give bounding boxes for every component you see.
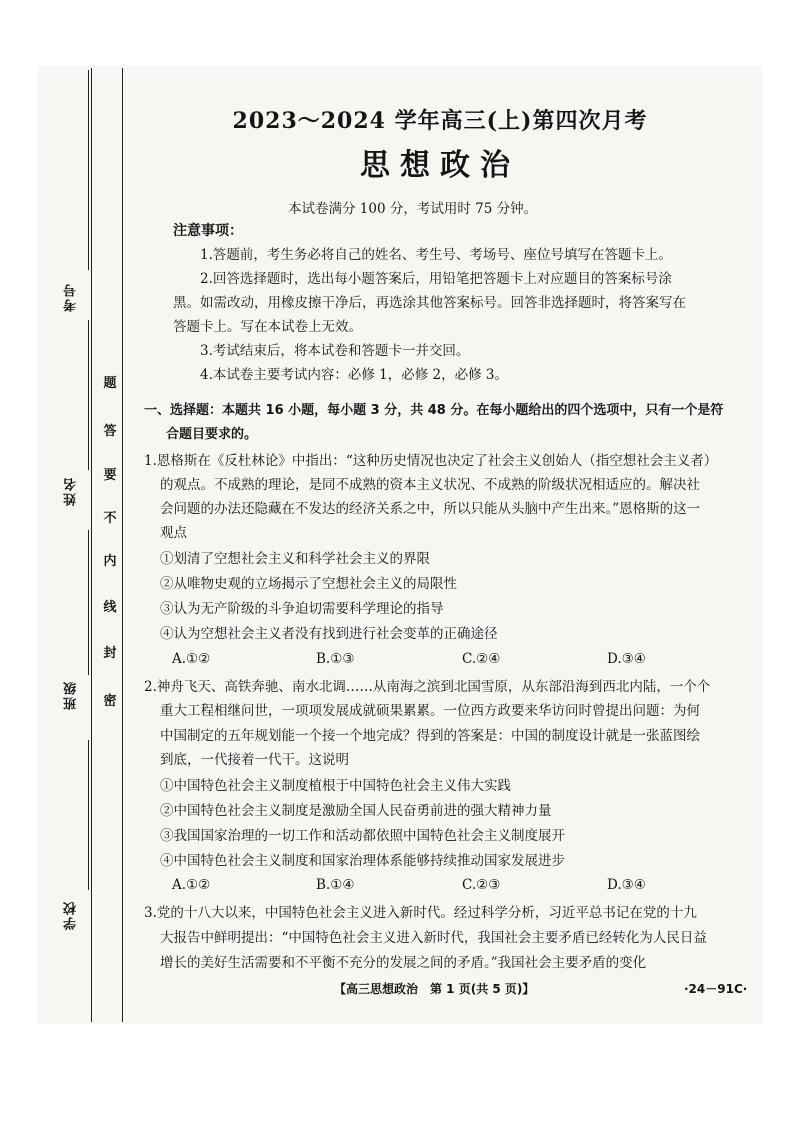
notice-heading: 注意事项： bbox=[173, 223, 243, 239]
question-1-option-d: D.③④ bbox=[607, 651, 646, 667]
question-2-statement: ①中国特色社会主义制度植根于中国特色社会主义伟大实践 bbox=[160, 778, 511, 794]
question-2-option-d: D.③④ bbox=[607, 877, 646, 893]
seal-char: 内 bbox=[103, 554, 117, 569]
seal-char: 题 bbox=[103, 376, 117, 391]
question-1-statement: ①划清了空想社会主义和科学社会主义的界限 bbox=[160, 551, 430, 567]
class-line bbox=[88, 530, 89, 675]
question-1-statement: ③认为无产阶级的斗争迫切需要科学理论的指导 bbox=[160, 601, 444, 617]
question-2-stem: 2.神舟飞天、高铁奔驰、南水北调……从南海之滨到北国雪原，从东部沿海到西北内陆，一个个 bbox=[144, 679, 711, 695]
question-1-stem: 1.恩格斯在《反杜林论》中指出：“这种历史情况也决定了社会主义创始人（指空想社会主义者） bbox=[144, 453, 718, 469]
question-2-statement: ③我国国家治理的一切工作和活动都依照中国特色社会主义制度展开 bbox=[160, 828, 565, 844]
question-2-statement: ②中国特色社会主义制度是激励全国人民奋勇前进的强大精神力量 bbox=[160, 803, 552, 819]
question-2-stem: 重大工程相继问世，一项项发展成就硕果累累。一位西方政要来华访问时曾提出问题：为何 bbox=[160, 703, 700, 719]
section-heading: 合题目要求的。 bbox=[166, 427, 258, 442]
seal-char: 密 bbox=[103, 694, 117, 709]
question-2-statement: ④中国特色社会主义制度和国家治理体系能够持续推动国家发展进步 bbox=[160, 853, 565, 869]
exam-number-label: 考号 bbox=[64, 282, 79, 312]
question-1-option-b: B.①③ bbox=[316, 651, 355, 667]
question-3-stem: 增长的美好生活需要和不平衡不充分的发展之间的矛盾。”我国社会主要矛盾的变化 bbox=[160, 955, 647, 971]
seal-char: 答 bbox=[103, 424, 117, 439]
question-2-stem: 中国制定的五年规划能一个接一个地完成？得到的答案是：中国的制度设计就是一张蓝图绘 bbox=[160, 728, 700, 744]
class-label: 班级 bbox=[64, 680, 79, 710]
question-1-stem: 会问题的办法还隐藏在不发达的经济关系之中，所以只能从头脑中产生出来。”恩格斯的这一 bbox=[160, 501, 701, 517]
notice-line: 3.考试结束后，将本试卷和答题卡一并交回。 bbox=[200, 343, 470, 359]
seal-char: 不 bbox=[103, 511, 117, 526]
binding-line-right bbox=[122, 68, 123, 1022]
question-1-stem: 观点 bbox=[160, 525, 187, 541]
notice-line: 2.回答选择题时，选出每小题答案后，用铅笔把答题卡上对应题目的答案标号涂 bbox=[200, 271, 672, 287]
section-heading: 一、选择题：本题共 16 小题，每小题 3 分，共 48 分。在每小题给出的四个选项中，只有一个是符 bbox=[144, 403, 724, 418]
question-3-stem: 3.党的十八大以来，中国特色社会主义进入新时代。经过科学分析，习近平总书记在党的十九 bbox=[144, 905, 697, 921]
exam-title: 2023～2024 学年高三(上)第四次月考 bbox=[232, 108, 648, 134]
notice-line: 答题卡上。写在本试卷上无效。 bbox=[173, 319, 362, 335]
seal-char: 封 bbox=[103, 646, 117, 661]
question-1-option-c: C.②④ bbox=[462, 651, 501, 667]
binding-line-left bbox=[91, 68, 92, 1022]
question-2-option-b: B.①④ bbox=[316, 877, 355, 893]
seal-char: 线 bbox=[103, 600, 117, 615]
question-2-option-a: A.①② bbox=[172, 877, 211, 893]
name-line bbox=[88, 320, 89, 470]
school-line bbox=[88, 740, 89, 890]
question-1-option-a: A.①② bbox=[172, 651, 211, 667]
question-2-option-c: C.②③ bbox=[462, 877, 501, 893]
notice-line: 4.本试卷主要考试内容：必修 1，必修 2，必修 3。 bbox=[200, 367, 509, 383]
question-1-statement: ②从唯物史观的立场揭示了空想社会主义的局限性 bbox=[160, 576, 457, 592]
question-1-stem: 的观点。不成熟的理论，是同不成熟的资本主义状况、不成熟的阶级状况相适应的。解决社 bbox=[160, 477, 700, 493]
notice-line: 黑。如需改动，用橡皮擦干净后，再选涂其他答案标号。回答非选择题时，将答案写在 bbox=[173, 295, 686, 311]
exam-number-line bbox=[88, 70, 89, 270]
name-label: 姓名 bbox=[64, 476, 79, 506]
subject-title: 思想政治 bbox=[360, 148, 520, 183]
score-info: 本试卷满分 100 分，考试用时 75 分钟。 bbox=[288, 201, 538, 217]
question-3-stem: 大报告中鲜明提出：“中国特色社会主义进入新时代，我国社会主要矛盾已经转化为人民日益 bbox=[160, 930, 707, 946]
seal-char: 要 bbox=[103, 468, 117, 483]
page-code: ·24－91C· bbox=[684, 982, 748, 996]
school-label: 学校 bbox=[64, 900, 79, 930]
page-footer: 【高三思想政治 第 1 页(共 5 页)】 bbox=[334, 982, 535, 996]
question-2-stem: 到底，一代接着一代干。这说明 bbox=[160, 752, 349, 768]
question-1-statement: ④认为空想社会主义者没有找到进行社会变革的正确途径 bbox=[160, 626, 498, 642]
notice-line: 1.答题前，考生务必将自己的姓名、考生号、考场号、座位号填写在答题卡上。 bbox=[200, 247, 672, 263]
